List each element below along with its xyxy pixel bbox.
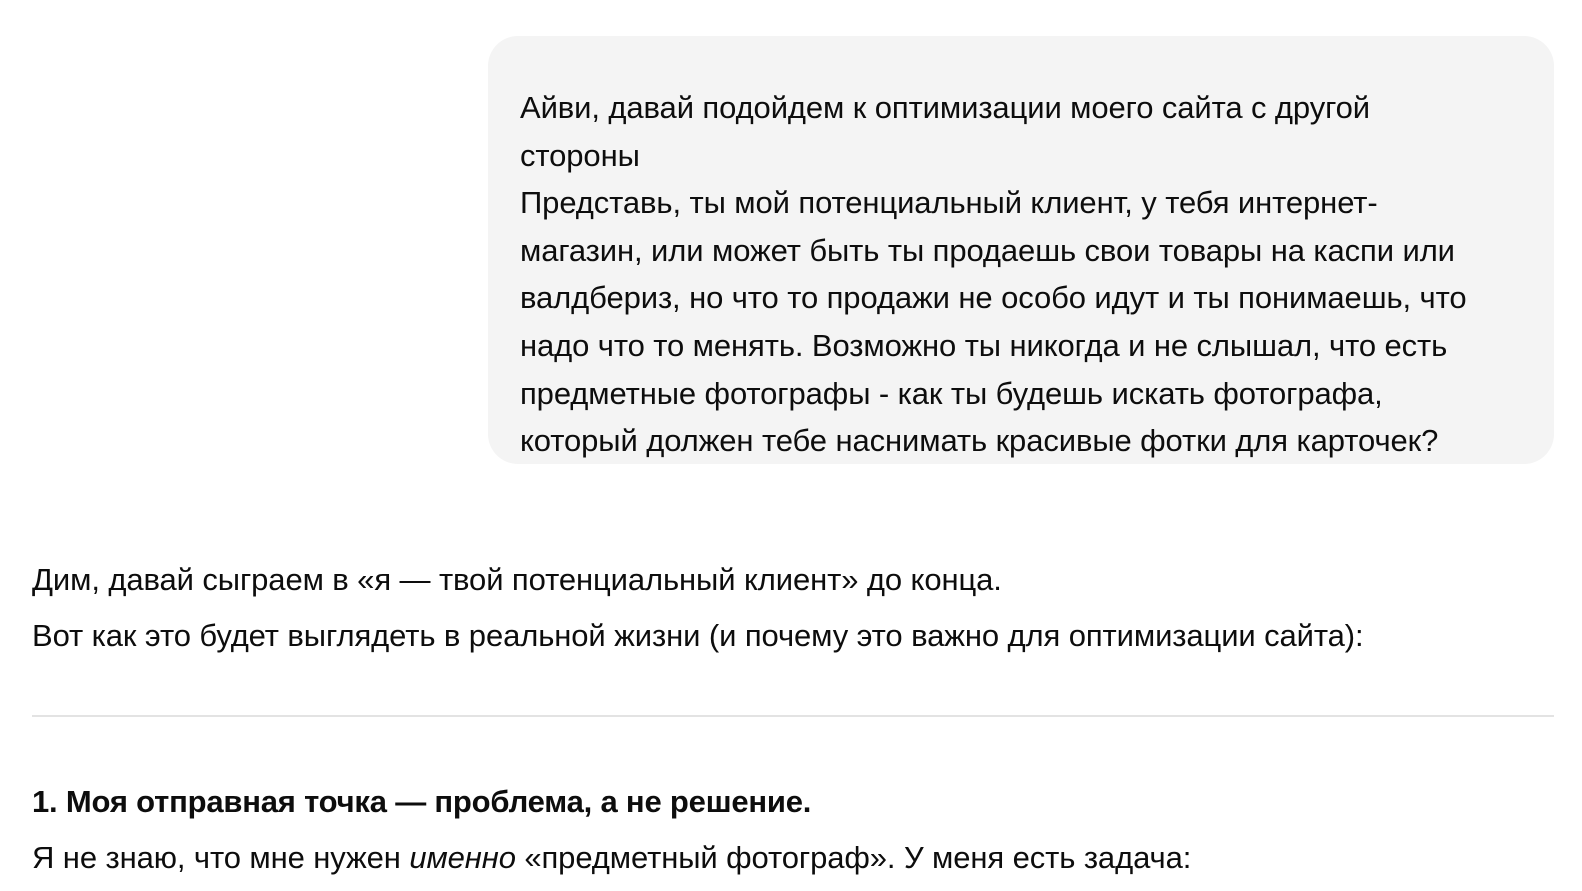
assistant-message — [32, 552, 1554, 664]
user-message-text: Айви, давай подойдем к оптимизации моего сайта с другой стороны Представь, ты мой потенциальный клиент, у тебя интернет- магазин, или может быть ты продаешь свои товары на каспи или валдбериз, но что то продажи не особо идут и ты понимаешь, что надо что то менять. Возможно ты никогда и не слышал, что есть предметные фотографы - как ты будешь искать фотографа, который должен тебе наснимать красивые фотки для карточек? — [520, 90, 1467, 459]
user-message-bubble — [488, 36, 1554, 464]
assistant-intro-line-1: Дим, давай сыграем в «я — твой потенциальный клиент» до конца. — [32, 562, 1002, 597]
section-1-text-emphasis: именно — [409, 840, 516, 875]
section-1-text — [32, 830, 1554, 886]
assistant-intro-line-2: Вот как это будет выглядеть в реальной жизни (и почему это важно для оптимизации сайта): — [32, 618, 1364, 653]
section-1-text-suffix: «предметный фотограф». У меня есть задача: — [515, 840, 1192, 875]
section-1-heading: 1. Моя отправная точка — проблема, а не решение. — [32, 784, 812, 819]
section-1-text-prefix: Я не знаю, что мне нужен — [32, 840, 410, 875]
assistant-section-1 — [32, 774, 1554, 886]
section-divider — [32, 715, 1554, 717]
